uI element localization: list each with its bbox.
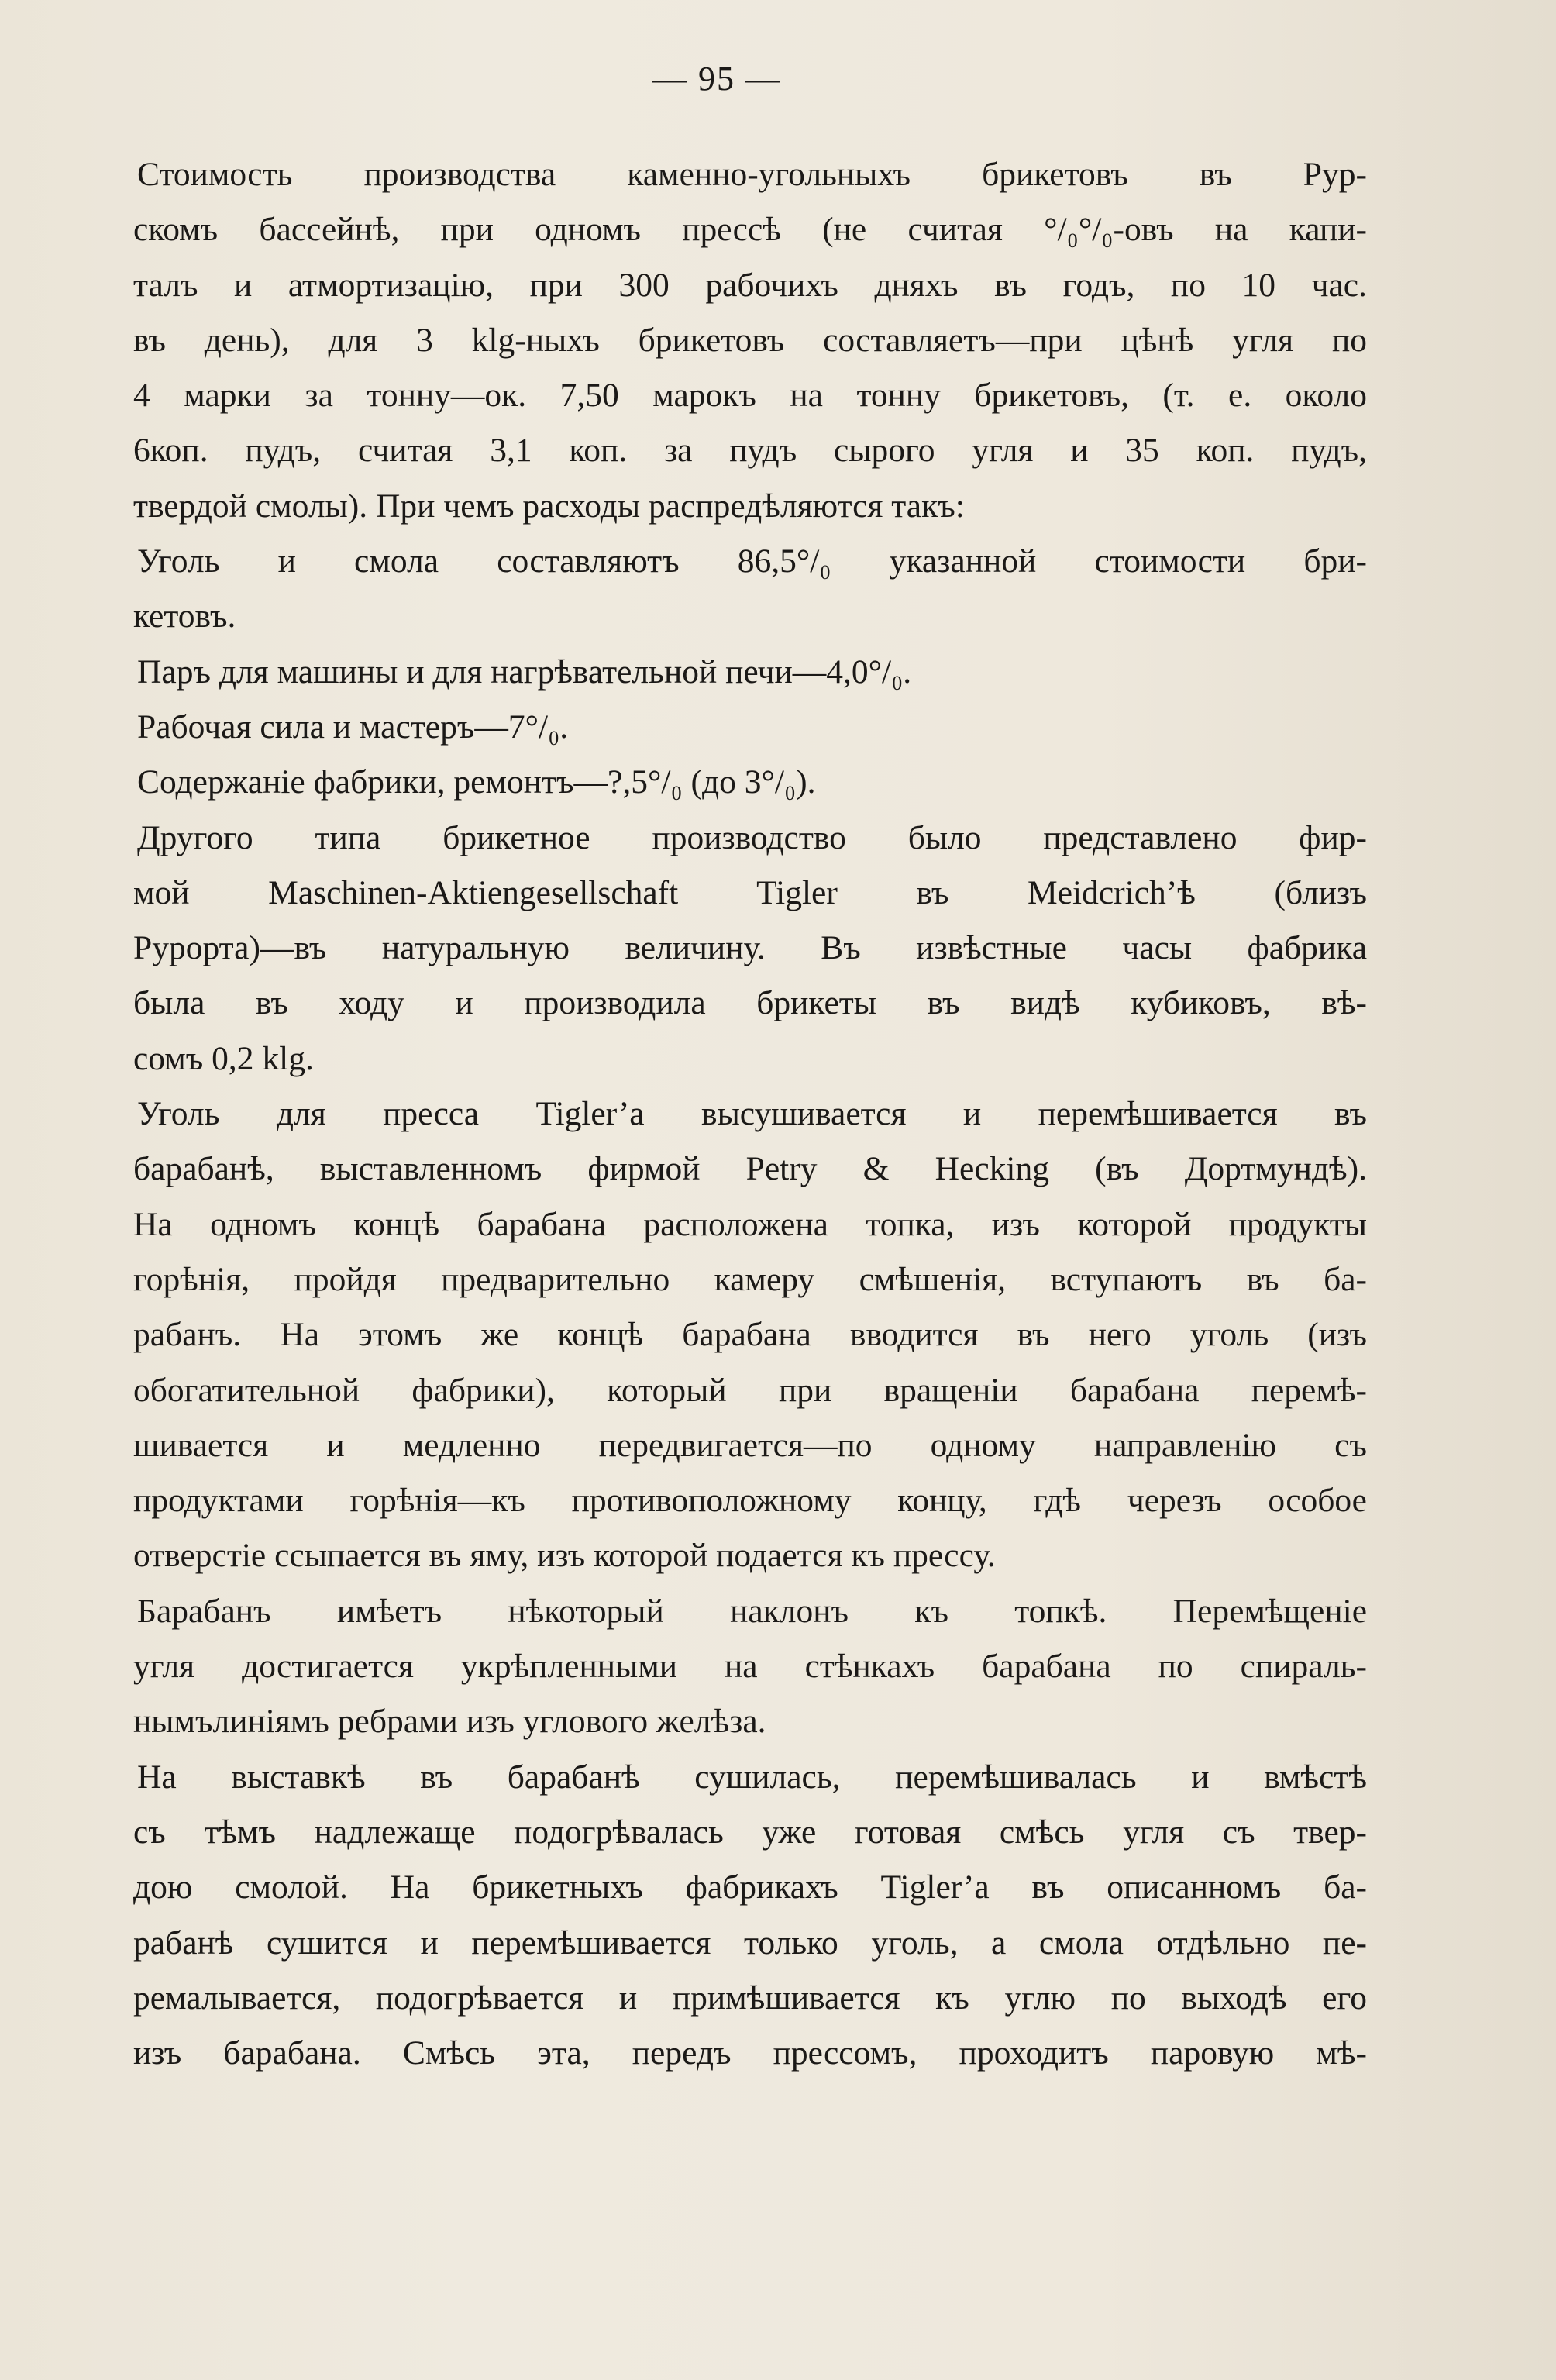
text-line: дою смолой. На брикетныхъ фабрикахъ Tigler’a въ описанномъ ба- (133, 1869, 1367, 1906)
text-line: Рабочая сила и мастеръ—7°/₀. (137, 708, 569, 746)
text-line: съ тѣмъ надлежаще подогрѣвалась уже готовая смѣсь угля съ твер- (133, 1813, 1367, 1851)
text-line: рабанъ. На этомъ же концѣ барабана вводится въ него уголь (изъ (133, 1316, 1367, 1354)
text-line: угля достигается укрѣпленными на стѣнкахъ барабана по спираль- (133, 1648, 1367, 1686)
text-line: талъ и атмортизацію, при 300 рабочихъ дняхъ въ годъ, по 10 час. (133, 266, 1367, 304)
text-line: твердой смолы). При чемъ расходы распредѣляются такъ: (133, 487, 965, 525)
text-line: сомъ 0,2 klg. (133, 1039, 314, 1077)
text-line: рабанѣ сушится и перемѣшивается только уголь, а смола отдѣльно пе- (133, 1924, 1367, 1962)
page-number: — 95 — (652, 60, 781, 98)
text-line: ремалывается, подогрѣвается и примѣшивается къ углю по выходѣ его (133, 1979, 1367, 2017)
text-line: была въ ходу и производила брикеты въ видѣ кубиковъ, вѣ- (133, 984, 1367, 1022)
text-line: продуктами горѣнія—къ противоположному концу, гдѣ черезъ особое (133, 1482, 1367, 1520)
body-text (133, 147, 1367, 2081)
text-line: Содержаніе фабрики, ремонтъ—?,5°/₀ (до 3°/₀). (137, 763, 816, 801)
text-line: Уголь и смола составляютъ 86,5°/₀ указанной стоимости бри- (137, 542, 1367, 580)
text-line: шивается и медленно передвигается—по одному направленію съ (133, 1426, 1367, 1464)
text-line: Уголь для пресса Tigler’a высушивается и перемѣшивается въ (137, 1095, 1367, 1133)
text-line: Паръ для машины и для нагрѣвательной печи—4,0°/₀. (137, 653, 912, 691)
text-line: изъ барабана. Смѣсь эта, передъ прессомъ, проходитъ паровую мѣ- (133, 2034, 1367, 2072)
text-line: скомъ бассейнѣ, при одномъ прессѣ (не считая °/₀°/₀-овъ на капи- (133, 211, 1367, 249)
text-line: Стоимость производства каменно-угольныхъ брикетовъ въ Рур- (137, 156, 1367, 193)
text-line: Другого типа брикетное производство было представлено фир- (137, 818, 1367, 856)
text-line: отверстіе ссыпается въ яму, изъ которой подается къ прессу. (133, 1537, 996, 1575)
text-line: На выставкѣ въ барабанѣ сушилась, перемѣшивалась и вмѣстѣ (137, 1758, 1367, 1796)
text-line: обогатительной фабрики), который при вращеніи барабана перемѣ- (133, 1371, 1367, 1409)
text-line: Рурорта)—въ натуральную величину. Въ извѣстные часы фабрика (133, 929, 1367, 967)
text-line: барабанѣ, выставленномъ фирмой Petry & Hecking (въ Дортмундѣ). (133, 1150, 1367, 1188)
text-line: 6коп. пудъ, считая 3,1 коп. за пудъ сырого угля и 35 коп. пудъ, (133, 432, 1367, 470)
text-line: 4 марки за тонну—ок. 7,50 марокъ на тонну брикетовъ, (т. е. около (133, 377, 1367, 415)
text-line: На одномъ концѣ барабана расположена топка, изъ которой продукты (133, 1205, 1367, 1243)
text-line: кетовъ. (133, 598, 236, 635)
text-line: мой Maschinen-Aktiengesellschaft Tigler въ Meidcrich’ѣ (близъ (133, 873, 1367, 911)
text-line: горѣнія, пройдя предварительно камеру смѣшенія, вступаютъ въ ба- (133, 1260, 1367, 1298)
text-line: въ день), для 3 klg-ныхъ брикетовъ составляетъ—при цѣнѣ угля по (133, 321, 1367, 359)
text-line: нымълиніямъ ребрами изъ углового желѣза. (133, 1703, 766, 1741)
text-line: Барабанъ имѣетъ нѣкоторый наклонъ къ топкѣ. Перемѣщеніе (137, 1592, 1367, 1630)
